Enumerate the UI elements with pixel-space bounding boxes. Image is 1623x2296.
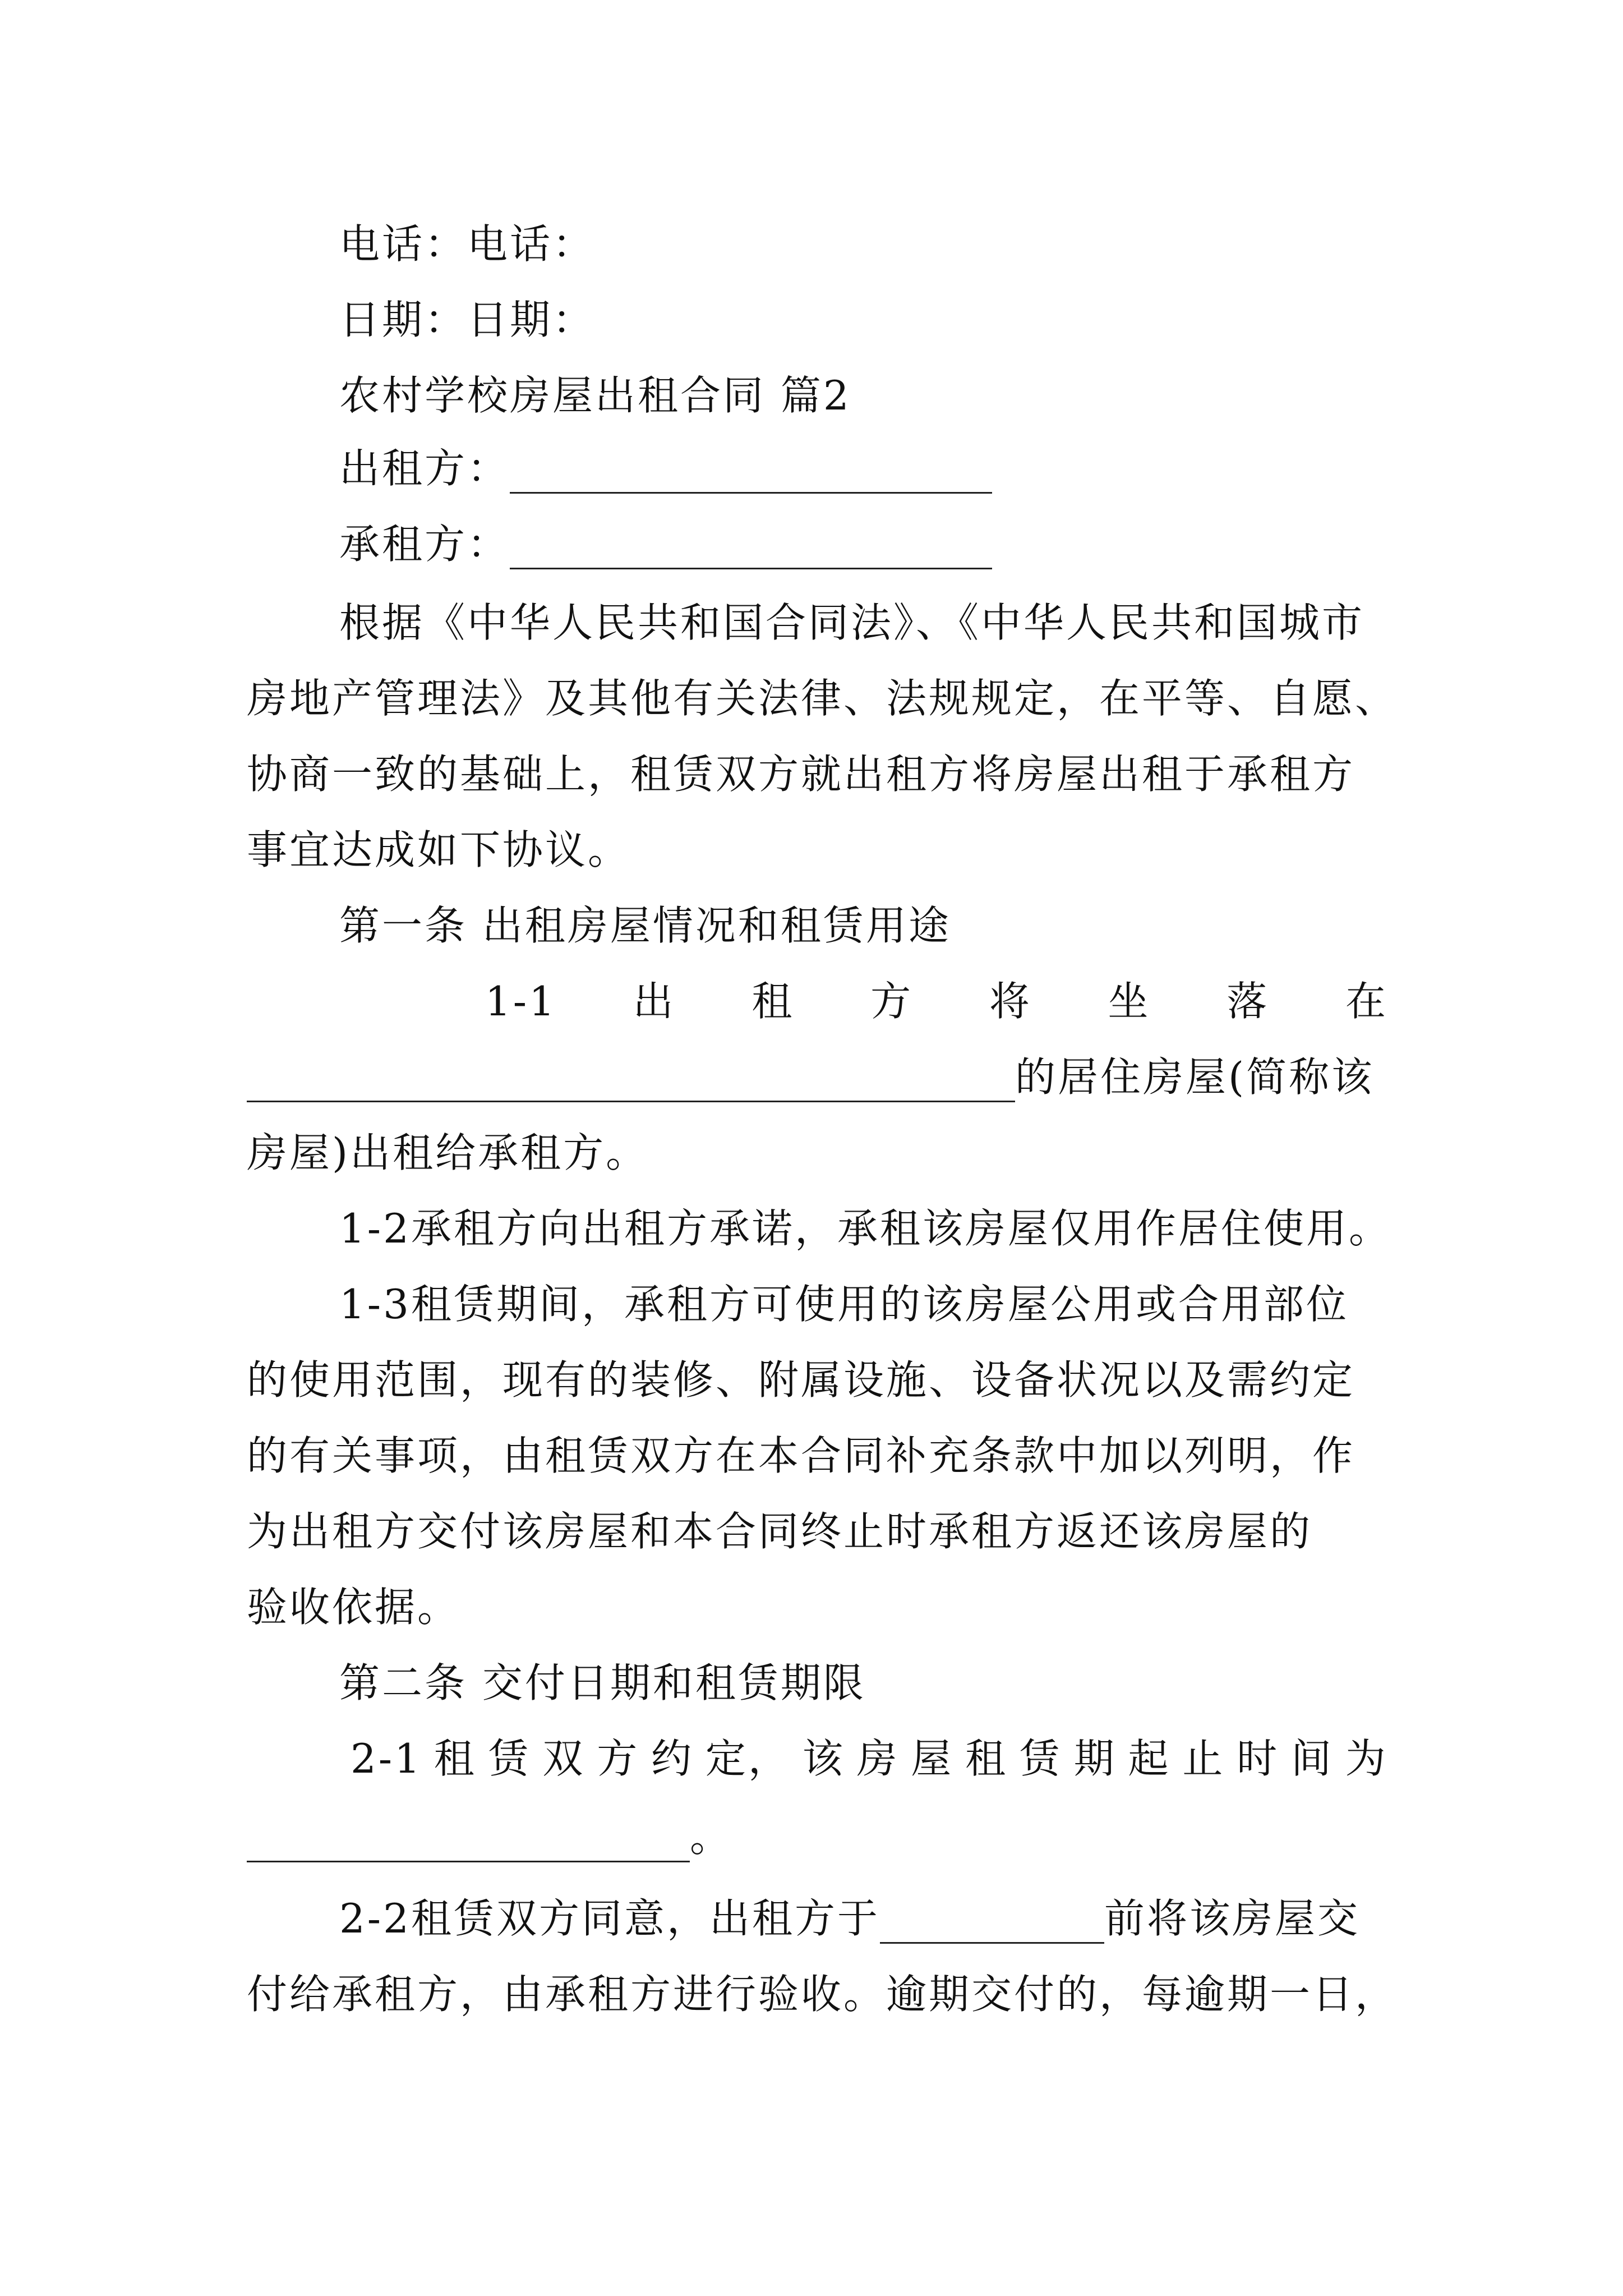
- clause-char: 间: [1290, 1735, 1334, 1782]
- clause-char: 在: [1345, 978, 1388, 1025]
- clause-char: 房: [856, 1735, 900, 1782]
- preamble-line: 房地产管理法》及其他有关法律、法规规定，在平等、自愿、: [247, 675, 1398, 722]
- clause-1-3-line: 的使用范围，现有的装修、附属设施、设备状况以及需约定: [247, 1356, 1355, 1404]
- clause-1-2: 1-2承租方向出租方承诺，承租该房屋仅用作居住使用。: [339, 1205, 1391, 1252]
- clause-1-3-line: 为出租方交付该房屋和本合同终止时承租方返还该房屋的: [247, 1508, 1313, 1555]
- preamble-line: 协商一致的基础上，租赁双方就出租方将房屋出租于承租方: [247, 751, 1355, 798]
- clause-char: 坐: [1108, 978, 1151, 1025]
- lessee-blank[interactable]: [510, 528, 992, 569]
- clause-char: 止: [1182, 1735, 1225, 1782]
- clause-1-3-line: 1-3租赁期间，承租方可使用的该房屋公用或合用部位: [339, 1281, 1349, 1328]
- clause-2-1-line: [351, 1733, 1388, 1784]
- clause-1-1-line: 房屋)出租给承租方。: [247, 1129, 649, 1176]
- clause-char: 双: [542, 1735, 585, 1782]
- location-blank[interactable]: [247, 1061, 1015, 1102]
- clause-char: 出: [633, 978, 676, 1025]
- clause-text: 前将该房屋交: [1104, 1895, 1360, 1942]
- delivery-date-blank[interactable]: [880, 1903, 1104, 1944]
- preamble-line: 根据《中华人民共和国合同法》、《中华人民共和国城市: [339, 599, 1365, 646]
- clause-char: 1-1: [485, 978, 557, 1025]
- clause-char: 约: [651, 1735, 694, 1782]
- clause-1-3-line: 的有关事项，由租赁双方在本合同补充条款中加以列明，作: [247, 1432, 1355, 1479]
- lessor-blank[interactable]: [510, 453, 992, 494]
- clause-1-3-line: 验收依据。: [247, 1584, 460, 1631]
- clause-char: 租: [965, 1735, 1008, 1782]
- clause-char: 方: [597, 1735, 640, 1782]
- clause-2-2-line: 付给承租方，由承租方进行验收。逾期交付的，每逾期一日，: [247, 1971, 1398, 2018]
- clause-char: 起: [1128, 1735, 1171, 1782]
- clause-2-2-line: [339, 1893, 1360, 1944]
- lessee-line: [339, 519, 992, 569]
- clause-char: 该: [802, 1735, 845, 1782]
- date-line: 日期：日期：: [339, 296, 596, 343]
- clause-1-1-line: [247, 1052, 1374, 1102]
- article-2-heading: 第二条 交付日期和租赁期限: [339, 1659, 866, 1706]
- lease-term-blank[interactable]: [247, 1821, 690, 1862]
- clause-char: 2-1: [351, 1735, 422, 1782]
- phone-line: 电话：电话：: [339, 220, 596, 268]
- lessor-line: [339, 443, 992, 494]
- preamble-line: 事宜达成如下协议。: [247, 826, 631, 873]
- clause-1-1-line: [485, 976, 1388, 1027]
- clause-char: 方: [870, 978, 914, 1025]
- clause-char: 赁: [488, 1735, 531, 1782]
- clause-text: 2-2租赁双方同意，出租方于: [339, 1895, 880, 1942]
- clause-2-1-line: [247, 1812, 732, 1862]
- clause-text: 的居住房屋(简称该: [1015, 1053, 1375, 1101]
- clause-char: 为: [1345, 1735, 1388, 1782]
- lessee-label: 承租方：: [339, 521, 510, 568]
- clause-char: 定，: [705, 1735, 791, 1782]
- clause-char: 赁: [1019, 1735, 1062, 1782]
- article-1-heading: 第一条 出租房屋情况和租赁用途: [339, 902, 951, 949]
- clause-char: 落: [1227, 978, 1270, 1025]
- lessor-label: 出租方：: [339, 445, 510, 492]
- clause-char: 屋: [911, 1735, 954, 1782]
- clause-text: 。: [690, 1814, 733, 1861]
- clause-char: 期: [1073, 1735, 1117, 1782]
- clause-char: 租: [751, 978, 795, 1025]
- clause-char: 将: [989, 978, 1032, 1025]
- clause-char: 租: [434, 1735, 477, 1782]
- clause-char: 时: [1237, 1735, 1280, 1782]
- contract-title: 农村学校房屋出租合同 篇2: [339, 372, 851, 419]
